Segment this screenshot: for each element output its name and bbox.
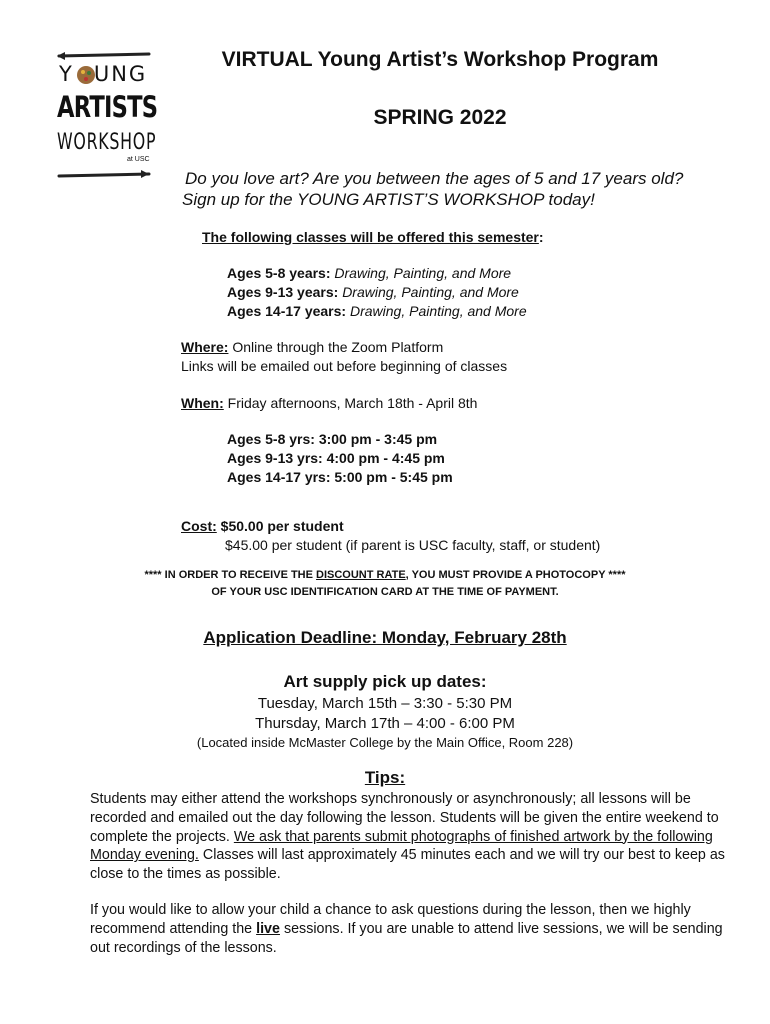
cost-section: [181, 517, 600, 555]
page-title: VIRTUAL Young Artist’s Workshop Program: [221, 48, 659, 71]
tips-paragraph-2: If you would like to allow your child a chance to ask questions during the lesson, then we highly recommend attending the live sessions. If you are unable to attend live sessions, we will be sending out recordings of the lessons.: [90, 902, 723, 956]
when-section: [181, 394, 477, 413]
where-section: [181, 338, 507, 376]
logo-sub: at USC: [127, 156, 150, 163]
logo-letter-y: Y: [59, 62, 74, 86]
time-list: [227, 430, 453, 487]
when-label: When:: [181, 395, 224, 411]
cost-price: $50.00 per student: [220, 518, 344, 534]
supply-location: (Located inside McMaster College by the Main Office, Room 228): [196, 735, 574, 750]
where-label: Where:: [181, 339, 229, 355]
list-item: Ages 5-8 years: Drawing, Painting, and More: [227, 265, 512, 281]
list-item: Ages 5-8 yrs: 3:00 pm - 3:45 pm: [227, 431, 438, 447]
intro-line-2: Sign up for the YOUNG ARTIST’S WORKSHOP today!: [182, 190, 595, 209]
application-deadline: Application Deadline: Monday, February 28th: [203, 628, 567, 647]
logo-workshop: WORKSHOP: [57, 130, 157, 155]
intro-line-1: Do you love art? Are you between the ages of 5 and 17 years old?: [185, 169, 684, 188]
where-line-2: Links will be emailed out before beginning of classes: [181, 358, 508, 374]
class-list: [227, 264, 527, 321]
supply-date-1: Tuesday, March 15th – 3:30 - 5:30 PM: [257, 695, 513, 712]
list-item: Ages 14-17 yrs: 5:00 pm - 5:45 pm: [227, 469, 453, 485]
tips-paragraph-1: Students may either attend the workshops synchronously or asynchronously; all lessons will be recorded and emailed out the day following the lesson. Students will be given the entire weekend to complete the projects. We ask that parents submit photographs of finished artwork by the following Monday evening. Classes will last approximately 45 minutes each and we will try our best to keep as close to the times as possible.: [90, 791, 725, 883]
discount-rate: DISCOUNT RATE: [316, 569, 406, 581]
cost-label: Cost:: [181, 518, 217, 534]
semester-heading: SPRING 2022: [373, 106, 507, 129]
supply-heading: Art supply pick up dates:: [283, 672, 487, 691]
where-text: Online through the Zoom Platform: [232, 339, 444, 355]
discount-warning: **** IN ORDER TO RECEIVE THE DISCOUNT RATE, YOU MUST PROVIDE A PHOTOCOPY **** OF YOUR USC IDENTIFICATION CARD AT THE TIME OF PAYMENT.: [144, 569, 626, 598]
tips-heading: Tips:: [364, 768, 406, 787]
cost-discount: $45.00 per student (if parent is USC faculty, staff, or student): [225, 537, 601, 553]
when-text: Friday afternoons, March 18th - April 8th: [227, 395, 478, 411]
logo-artists: ARTISTS: [57, 90, 158, 124]
logo-letters-ung: UNG: [93, 62, 148, 86]
classes-heading: The following classes will be offered this semester:: [202, 229, 544, 245]
supply-date-2: Thursday, March 17th – 4:00 - 6:00 PM: [255, 715, 515, 732]
young-artists-workshop-logo: [57, 48, 158, 184]
intro-text: [182, 168, 683, 210]
list-item: Ages 9-13 years: Drawing, Painting, and More: [227, 284, 519, 300]
list-item: Ages 14-17 years: Drawing, Painting, and More: [227, 303, 527, 319]
list-item: Ages 9-13 yrs: 4:00 pm - 4:45 pm: [227, 450, 445, 466]
